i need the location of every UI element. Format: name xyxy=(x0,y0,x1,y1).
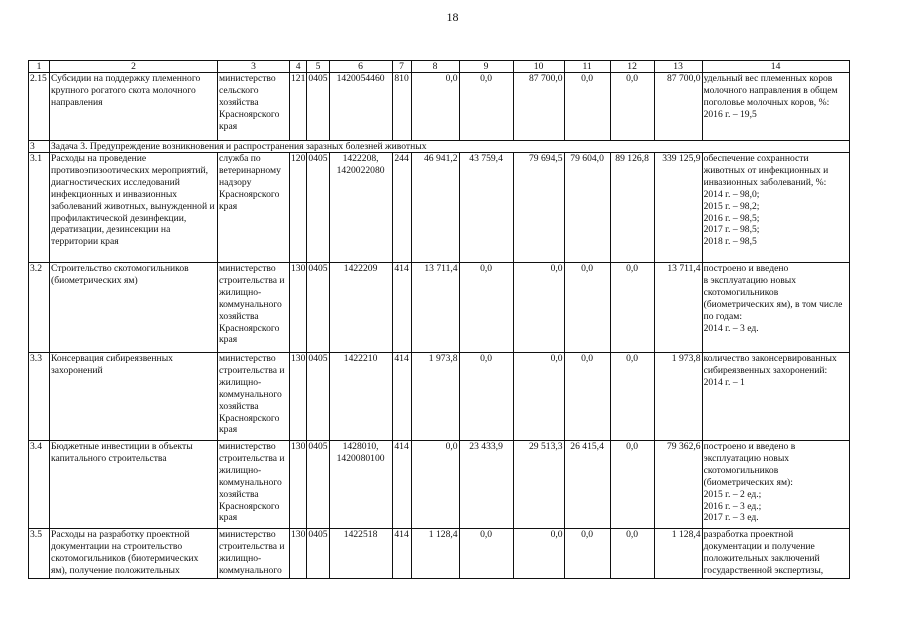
responsible-org: министерство строительства и жилищно-коммунального хозяйства Красноярского края xyxy=(218,263,290,353)
amount-total: 87 700,0 xyxy=(654,73,702,141)
column-header-11: 11 xyxy=(564,61,610,73)
column-header-4: 4 xyxy=(290,61,307,73)
grbs-code: 130 xyxy=(290,353,307,441)
amount-2017: 0,0 xyxy=(564,263,610,353)
target-article-code: 1422209 xyxy=(329,263,392,353)
column-header-13: 13 xyxy=(654,61,702,73)
amount-2016: 29 513,3 xyxy=(513,441,564,529)
section-code: 0405 xyxy=(307,441,329,529)
task-title: Задача 3. Предупреждение возникновения и распространения заразных болезней животных xyxy=(50,141,850,153)
column-header-1: 1 xyxy=(29,61,50,73)
table-row xyxy=(29,263,850,353)
expected-result: удельный вес племенных коров молочного направления в общем поголовье молочных коров, %: 2016 г. – 19,5 xyxy=(702,73,849,141)
amount-2018: 0,0 xyxy=(610,353,654,441)
grbs-code: 130 xyxy=(290,263,307,353)
expense-type-code: 244 xyxy=(392,153,411,263)
grbs-code: 130 xyxy=(290,529,307,579)
responsible-org: служба по ветеринарному надзору Красноярского края xyxy=(218,153,290,263)
column-number-row xyxy=(29,61,850,73)
amount-2015: 43 759,4 xyxy=(459,153,513,263)
page-number: 18 xyxy=(446,10,459,24)
amount-2015: 0,0 xyxy=(459,353,513,441)
expense-type-code: 414 xyxy=(392,441,411,529)
column-header-7: 7 xyxy=(392,61,411,73)
expected-result: обеспечение сохранности животных от инфекционных и инвазионных заболеваний, %: 2014 г. – 98,0; 2015 г. – 98,2; 2016 г. – 98,5; 2017 г. – 98,5; 2018 г. – 98,5 xyxy=(702,153,849,263)
section-code: 0405 xyxy=(307,529,329,579)
task-number: 3 xyxy=(29,141,50,153)
expected-result: разработка проектной документации и получение положительных заключений государственной экспертизы, xyxy=(702,529,849,579)
amount-2018: 0,0 xyxy=(610,73,654,141)
column-header-14: 14 xyxy=(702,61,849,73)
expected-result: построено и введено в эксплуатацию новых скотомогильников (биометрических ям): 2015 г. – 2 ед.; 2016 г. – 3 ед.; 2017 г. – 3 ед. xyxy=(702,441,849,529)
amount-2014: 46 941,2 xyxy=(411,153,459,263)
amount-2015: 0,0 xyxy=(459,73,513,141)
row-number: 3.5 xyxy=(29,529,50,579)
expected-result: построено и введено в эксплуатацию новых скотомогильников (биометрических ям), в том числе по годам: 2014 г. – 3 ед. xyxy=(702,263,849,353)
table-row xyxy=(29,353,850,441)
measure-name: Строительство скотомогильников (биометрических ям) xyxy=(50,263,218,353)
amount-2017: 79 604,0 xyxy=(564,153,610,263)
measure-name: Субсидии на поддержку племенного крупного рогатого скота молочного направления xyxy=(50,73,218,141)
grbs-code: 121 xyxy=(290,73,307,141)
expense-type-code: 414 xyxy=(392,529,411,579)
amount-2018: 0,0 xyxy=(610,529,654,579)
amount-2014: 0,0 xyxy=(411,73,459,141)
section-code: 0405 xyxy=(307,263,329,353)
expected-result: количество законсервированных сибиреязвенных захоронений: 2014 г. – 1 xyxy=(702,353,849,441)
column-header-12: 12 xyxy=(610,61,654,73)
column-header-10: 10 xyxy=(513,61,564,73)
amount-2017: 26 415,4 xyxy=(564,441,610,529)
column-header-9: 9 xyxy=(459,61,513,73)
row-number: 3.1 xyxy=(29,153,50,263)
target-article-code: 1428010, 1420080100 xyxy=(329,441,392,529)
target-article-code: 1420054460 xyxy=(329,73,392,141)
row-number: 3.2 xyxy=(29,263,50,353)
table-row xyxy=(29,73,850,141)
amount-2016: 0,0 xyxy=(513,263,564,353)
amount-2017: 0,0 xyxy=(564,353,610,441)
amount-2018: 0,0 xyxy=(610,441,654,529)
expense-type-code: 414 xyxy=(392,263,411,353)
budget-table xyxy=(28,60,850,579)
column-header-3: 3 xyxy=(218,61,290,73)
table-row xyxy=(29,153,850,263)
target-article-code: 1422518 xyxy=(329,529,392,579)
amount-2018: 89 126,8 xyxy=(610,153,654,263)
measure-name: Расходы на проведение противоэпизоотических мероприятий, диагностических исследований инфекционных и инвазионных заболеваний животных, вынужденной и профилактической дезинфекции, дератизации, дезинсекции на территории края xyxy=(50,153,218,263)
column-header-8: 8 xyxy=(411,61,459,73)
amount-2014: 1 973,8 xyxy=(411,353,459,441)
section-code: 0405 xyxy=(307,353,329,441)
task-row xyxy=(29,141,850,153)
responsible-org: министерство строительства и жилищно-коммунального xyxy=(218,529,290,579)
section-code: 0405 xyxy=(307,73,329,141)
amount-total: 339 125,9 xyxy=(654,153,702,263)
expense-type-code: 414 xyxy=(392,353,411,441)
amount-2015: 0,0 xyxy=(459,529,513,579)
measure-name: Консервация сибиреязвенных захоронений xyxy=(50,353,218,441)
row-number: 3.3 xyxy=(29,353,50,441)
amount-2014: 13 711,4 xyxy=(411,263,459,353)
table-row xyxy=(29,529,850,579)
amount-2015: 0,0 xyxy=(459,263,513,353)
row-number: 2.15 xyxy=(29,73,50,141)
amount-2017: 0,0 xyxy=(564,529,610,579)
table-row xyxy=(29,441,850,529)
target-article-code: 1422208, 1420022080 xyxy=(329,153,392,263)
amount-2016: 87 700,0 xyxy=(513,73,564,141)
expense-type-code: 810 xyxy=(392,73,411,141)
measure-name: Бюджетные инвестиции в объекты капитального строительства xyxy=(50,441,218,529)
responsible-org: министерство сельского хозяйства Красноярского края xyxy=(218,73,290,141)
amount-2016: 79 694,5 xyxy=(513,153,564,263)
responsible-org: министерство строительства и жилищно-коммунального хозяйства Красноярского края xyxy=(218,441,290,529)
column-header-2: 2 xyxy=(50,61,218,73)
amount-2016: 0,0 xyxy=(513,353,564,441)
column-header-6: 6 xyxy=(329,61,392,73)
target-article-code: 1422210 xyxy=(329,353,392,441)
amount-2016: 0,0 xyxy=(513,529,564,579)
responsible-org: министерство строительства и жилищно-коммунального хозяйства Красноярского края xyxy=(218,353,290,441)
amount-total: 1 128,4 xyxy=(654,529,702,579)
amount-2014: 1 128,4 xyxy=(411,529,459,579)
measure-name: Расходы на разработку проектной документации на строительство скотомогильников (биотермических ям), получение положительных xyxy=(50,529,218,579)
grbs-code: 130 xyxy=(290,441,307,529)
column-header-5: 5 xyxy=(307,61,329,73)
amount-2018: 0,0 xyxy=(610,263,654,353)
amount-2015: 23 433,9 xyxy=(459,441,513,529)
amount-total: 79 362,6 xyxy=(654,441,702,529)
amount-total: 13 711,4 xyxy=(654,263,702,353)
amount-2014: 0,0 xyxy=(411,441,459,529)
amount-2017: 0,0 xyxy=(564,73,610,141)
section-code: 0405 xyxy=(307,153,329,263)
grbs-code: 120 xyxy=(290,153,307,263)
amount-total: 1 973,8 xyxy=(654,353,702,441)
row-number: 3.4 xyxy=(29,441,50,529)
